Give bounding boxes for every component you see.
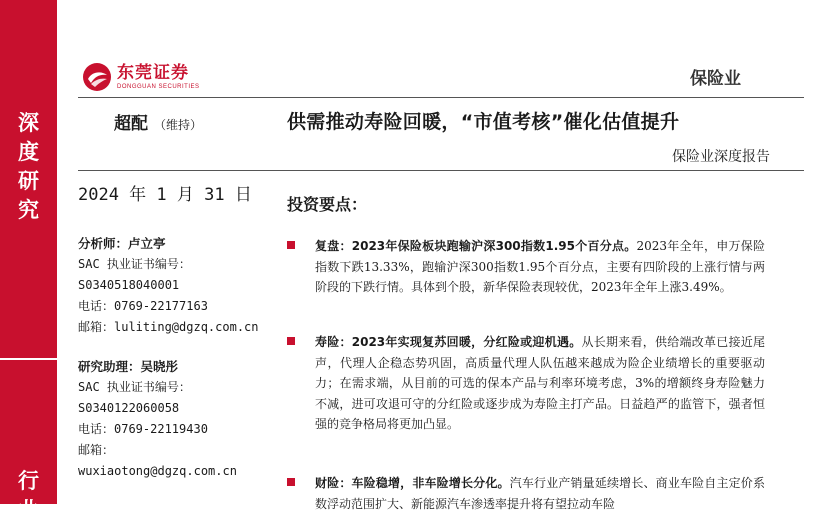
square-bullet-icon bbox=[287, 337, 295, 345]
key-point bbox=[287, 473, 765, 514]
assistant-name: 研究助理：吴晓彤 bbox=[78, 359, 179, 374]
side-char: 行 bbox=[18, 468, 39, 493]
rating-value: 超配 bbox=[114, 114, 148, 134]
key-point-lead: 财险：车险稳增，非车险增长分化。 bbox=[315, 476, 510, 490]
report-date: 2024 年 1 月 31 日 bbox=[78, 185, 252, 205]
assistant-email-label: 邮箱： bbox=[78, 443, 115, 457]
logo-mark-icon bbox=[82, 62, 112, 92]
side-char: 业 bbox=[18, 497, 39, 522]
assistant-email: wuxiaotong@dgzq.com.cn bbox=[78, 464, 237, 478]
side-divider bbox=[0, 358, 57, 360]
assistant-contact bbox=[78, 356, 278, 482]
side-label-report-category bbox=[0, 108, 57, 224]
report-type: 保险业深度报告 bbox=[672, 149, 770, 165]
assistant-cert-label: SAC 执业证书编号： bbox=[78, 380, 191, 394]
analyst-phone: 电话：0769-22177163 bbox=[78, 299, 208, 313]
industry-label: 保险业 bbox=[690, 69, 741, 89]
key-point-text: 从长期来看，供给端改革已接近尾声，代理人企稳态势巩固，高质量代理人队伍越来越成为险企业绩增长的重要驱动力；在需求端，从目前的可选的保本产品与利率环境考虑，3%的增额终身寿险魅力不减，进可攻退可守的分红险或逐步成为寿险主打产品。日益趋严的监管下，强者恒强的竞争格局将更加凸显。 bbox=[315, 335, 765, 431]
key-point-lead: 复盘：2023年保险板块跑输沪深300指数1.95个百分点。 bbox=[315, 239, 637, 253]
logo-english-name: DONGGUAN SECURITIES bbox=[117, 84, 200, 90]
key-point-body bbox=[315, 236, 765, 298]
key-point-lead: 寿险：2023年实现复苏回暖，分红险或迎机遇。 bbox=[315, 335, 582, 349]
key-point-body bbox=[315, 332, 765, 435]
assistant-phone: 电话：0769-22119430 bbox=[78, 422, 208, 436]
analyst-contact bbox=[78, 233, 278, 338]
section-title: 投资要点： bbox=[287, 195, 368, 214]
key-point-body bbox=[315, 473, 765, 514]
side-band bbox=[0, 0, 57, 522]
side-char: 究 bbox=[18, 197, 39, 222]
side-char: 度 bbox=[18, 139, 39, 164]
key-point bbox=[287, 236, 765, 298]
square-bullet-icon bbox=[287, 241, 295, 249]
key-point-text: 汽车行业产销量延续增长、商业车险自主定价系数浮动范围扩大、新能源汽车渗透率提升将有望拉动车险 bbox=[315, 476, 765, 511]
assistant-cert-number: S0340122060058 bbox=[78, 401, 180, 415]
report-title: 供需推动寿险回暖，“市值考核”催化估值提升 bbox=[287, 111, 680, 133]
key-point-text: 2023年全年，申万保险指数下跌13.33%，跑输沪深300指数1.95个百分点，主要有四阶段的上涨行情与两阶段的下跌行情。具体到个股，新华保险表现较优，2023年全年上涨3.49%。 bbox=[315, 239, 765, 294]
header-divider bbox=[78, 97, 804, 98]
analyst-cert-label: SAC 执业证书编号： bbox=[78, 257, 191, 271]
side-char: 深 bbox=[18, 110, 39, 135]
analyst-name: 分析师：卢立亭 bbox=[78, 236, 166, 251]
company-logo bbox=[82, 62, 200, 92]
square-bullet-icon bbox=[287, 478, 295, 486]
analyst-email: 邮箱：luliting@dgzq.com.cn bbox=[78, 320, 259, 334]
side-label-industry bbox=[0, 466, 57, 524]
analyst-cert-number: S0340518040001 bbox=[78, 278, 180, 292]
side-char: 研 bbox=[18, 168, 39, 193]
logo-chinese-name: 东莞证券 bbox=[117, 63, 189, 83]
rating-change: （维持） bbox=[154, 118, 203, 132]
rating bbox=[114, 109, 202, 134]
key-point bbox=[287, 332, 765, 435]
title-divider bbox=[78, 170, 804, 171]
